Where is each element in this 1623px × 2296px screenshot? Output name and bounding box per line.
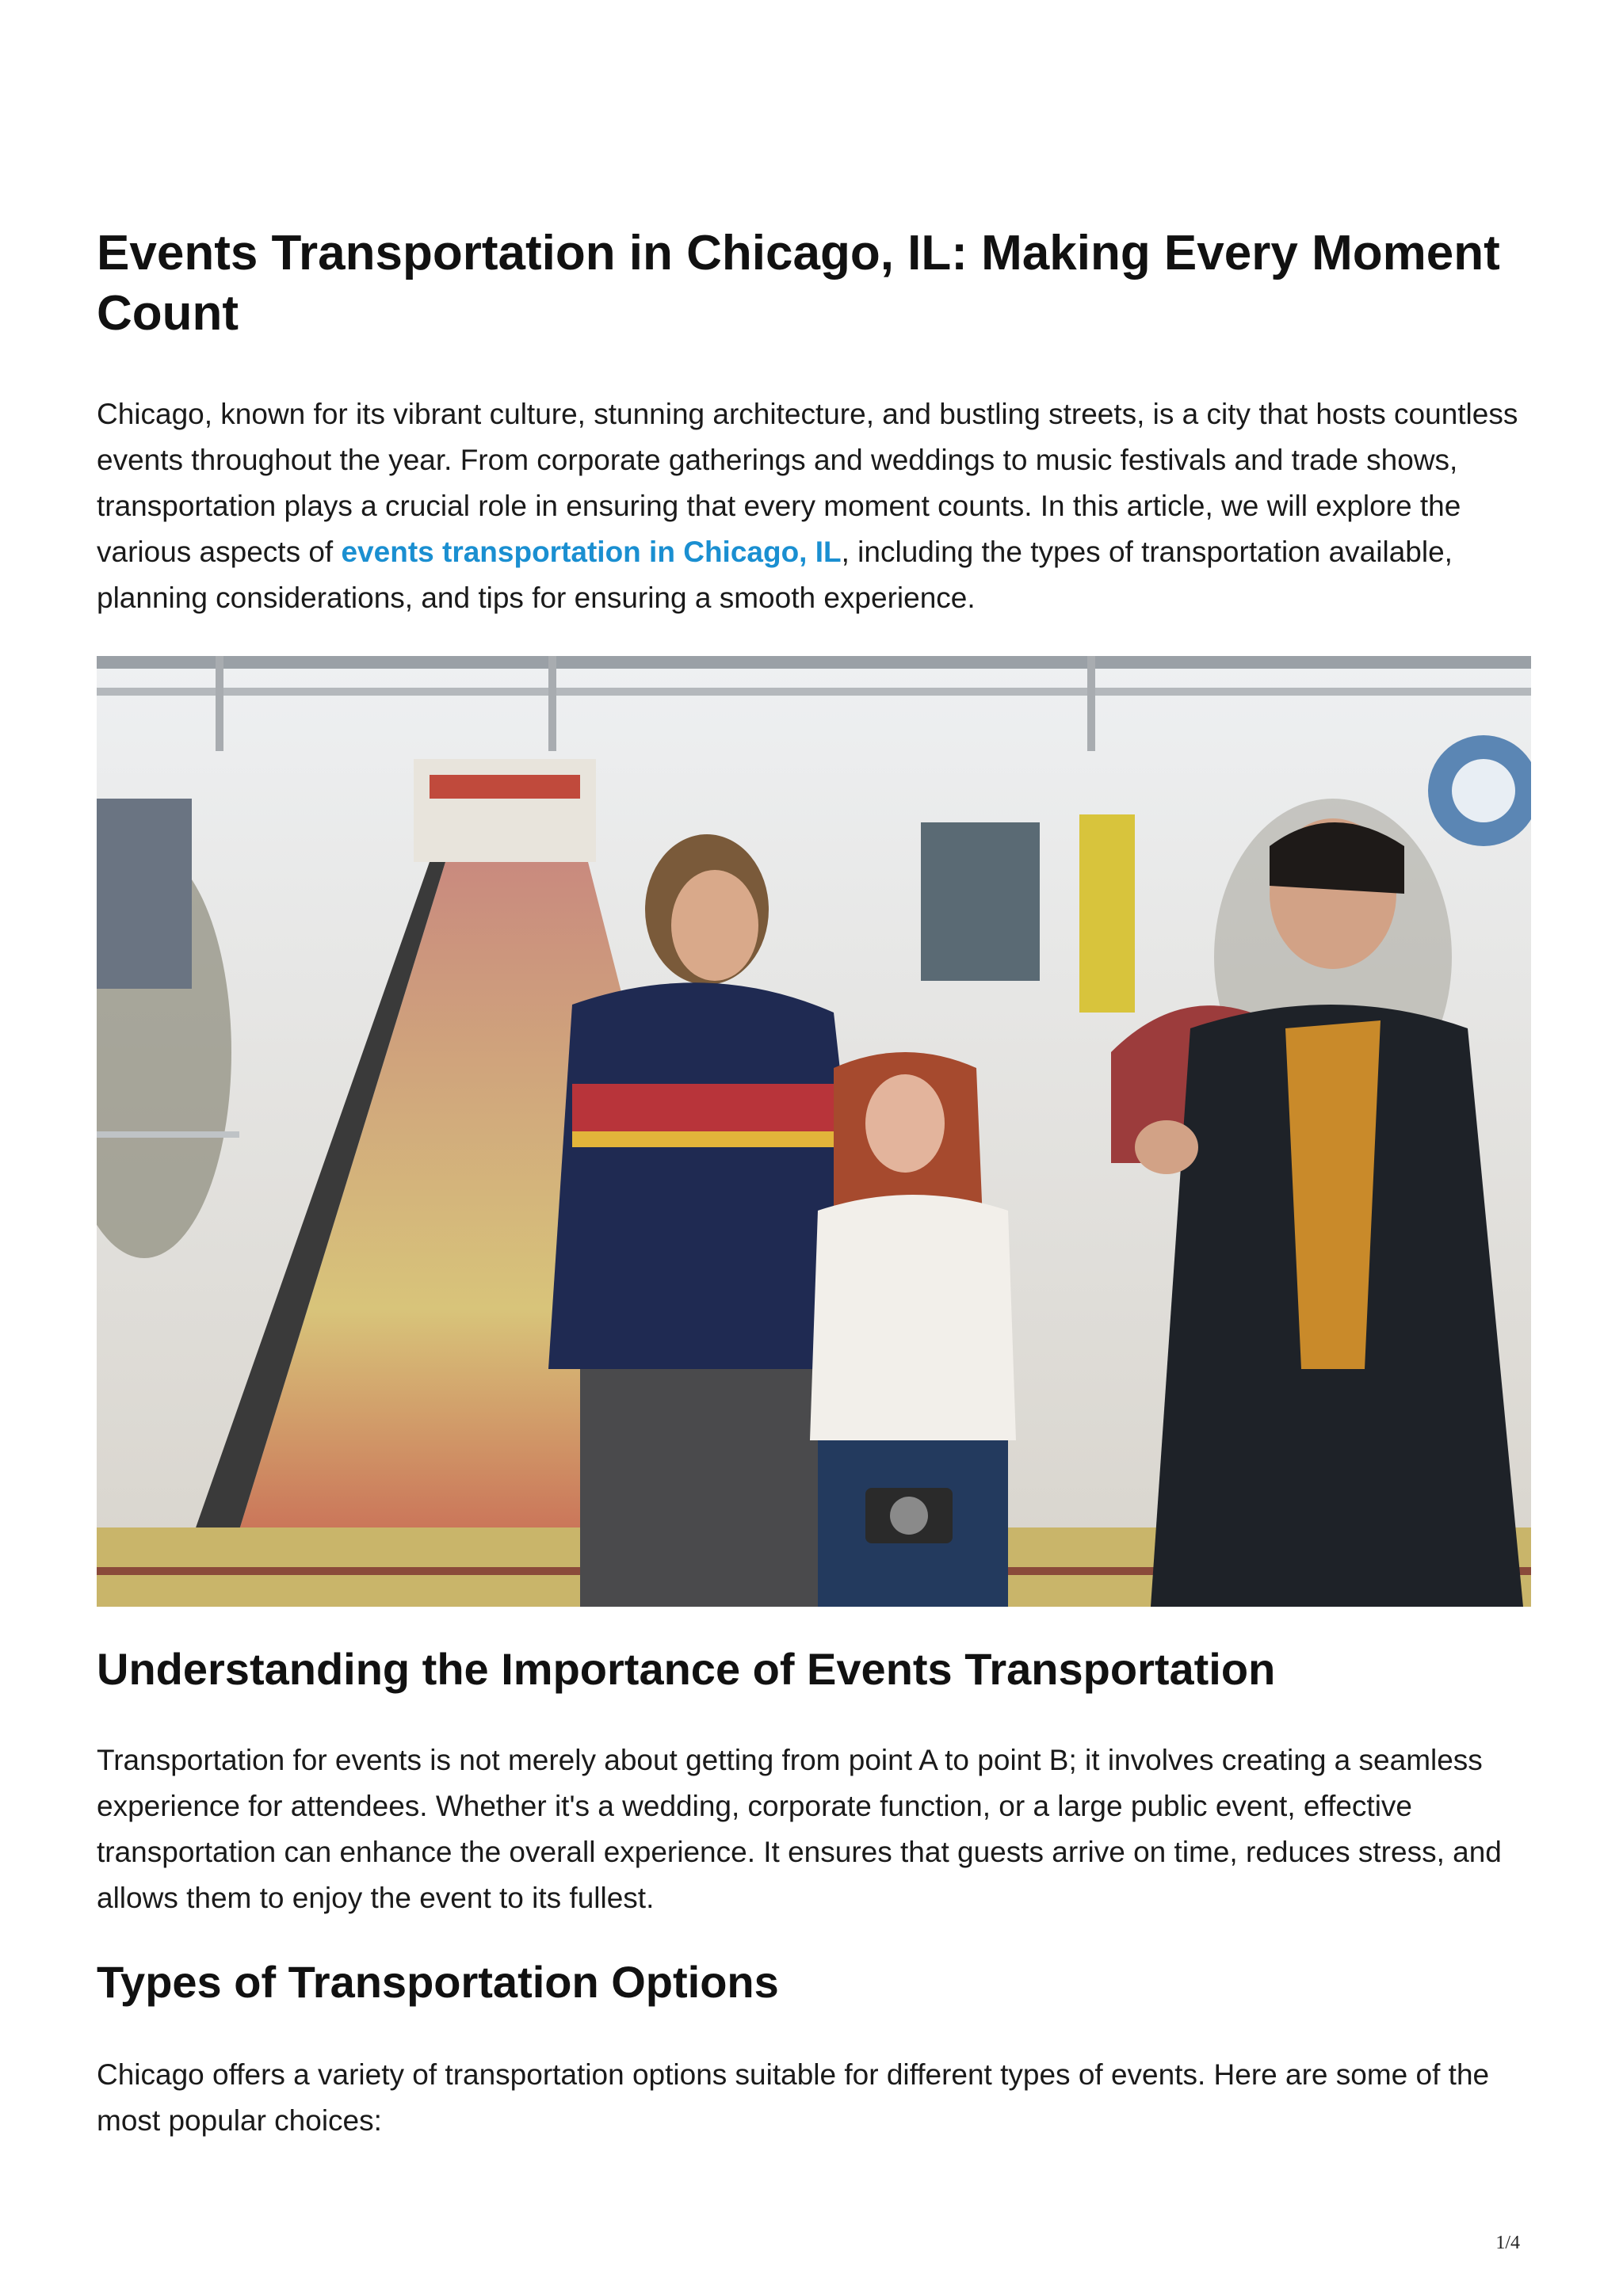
intro-text-before: Chicago, known for its vibrant culture, stunning architecture, and bustling streets, is a city that hosts countless events throughout the year. From corporate gatherings and weddings to music festivals and trade shows, transportation plays a crucial role in ensuring that every moment counts. In this article, we will explore the various aspects of — [97, 398, 1518, 568]
section-heading-importance: Understanding the Importance of Events Transportation — [97, 1644, 1276, 1694]
article-title: Events Transportation in Chicago, IL: Making Every Moment Count — [97, 226, 1500, 341]
section-paragraph-types: Chicago offers a variety of transportation options suitable for different types of events. Here are some of the most popular choices: — [97, 2058, 1490, 2137]
events-transportation-link[interactable]: events transportation in Chicago, IL — [341, 536, 842, 568]
intro-text-after: , including the types of transportation available, planning considerations, and tips for ensuring a smooth experience. — [97, 536, 1453, 614]
intro-paragraph — [97, 391, 1531, 621]
hero-photo — [97, 656, 1531, 1607]
section-paragraph-importance: Transportation for events is not merely about getting from point A to point B; it involves creating a seamless experience for attendees. Whether it's a wedding, corporate function, or a large public event, effective transportation can enhance the overall experience. It ensures that guests arrive on time, reduces stress, and allows them to enjoy the event to its fullest. — [97, 1744, 1502, 1914]
section-heading-types: Types of Transportation Options — [97, 1957, 779, 2007]
page-number: 1/4 — [1495, 2233, 1520, 2253]
